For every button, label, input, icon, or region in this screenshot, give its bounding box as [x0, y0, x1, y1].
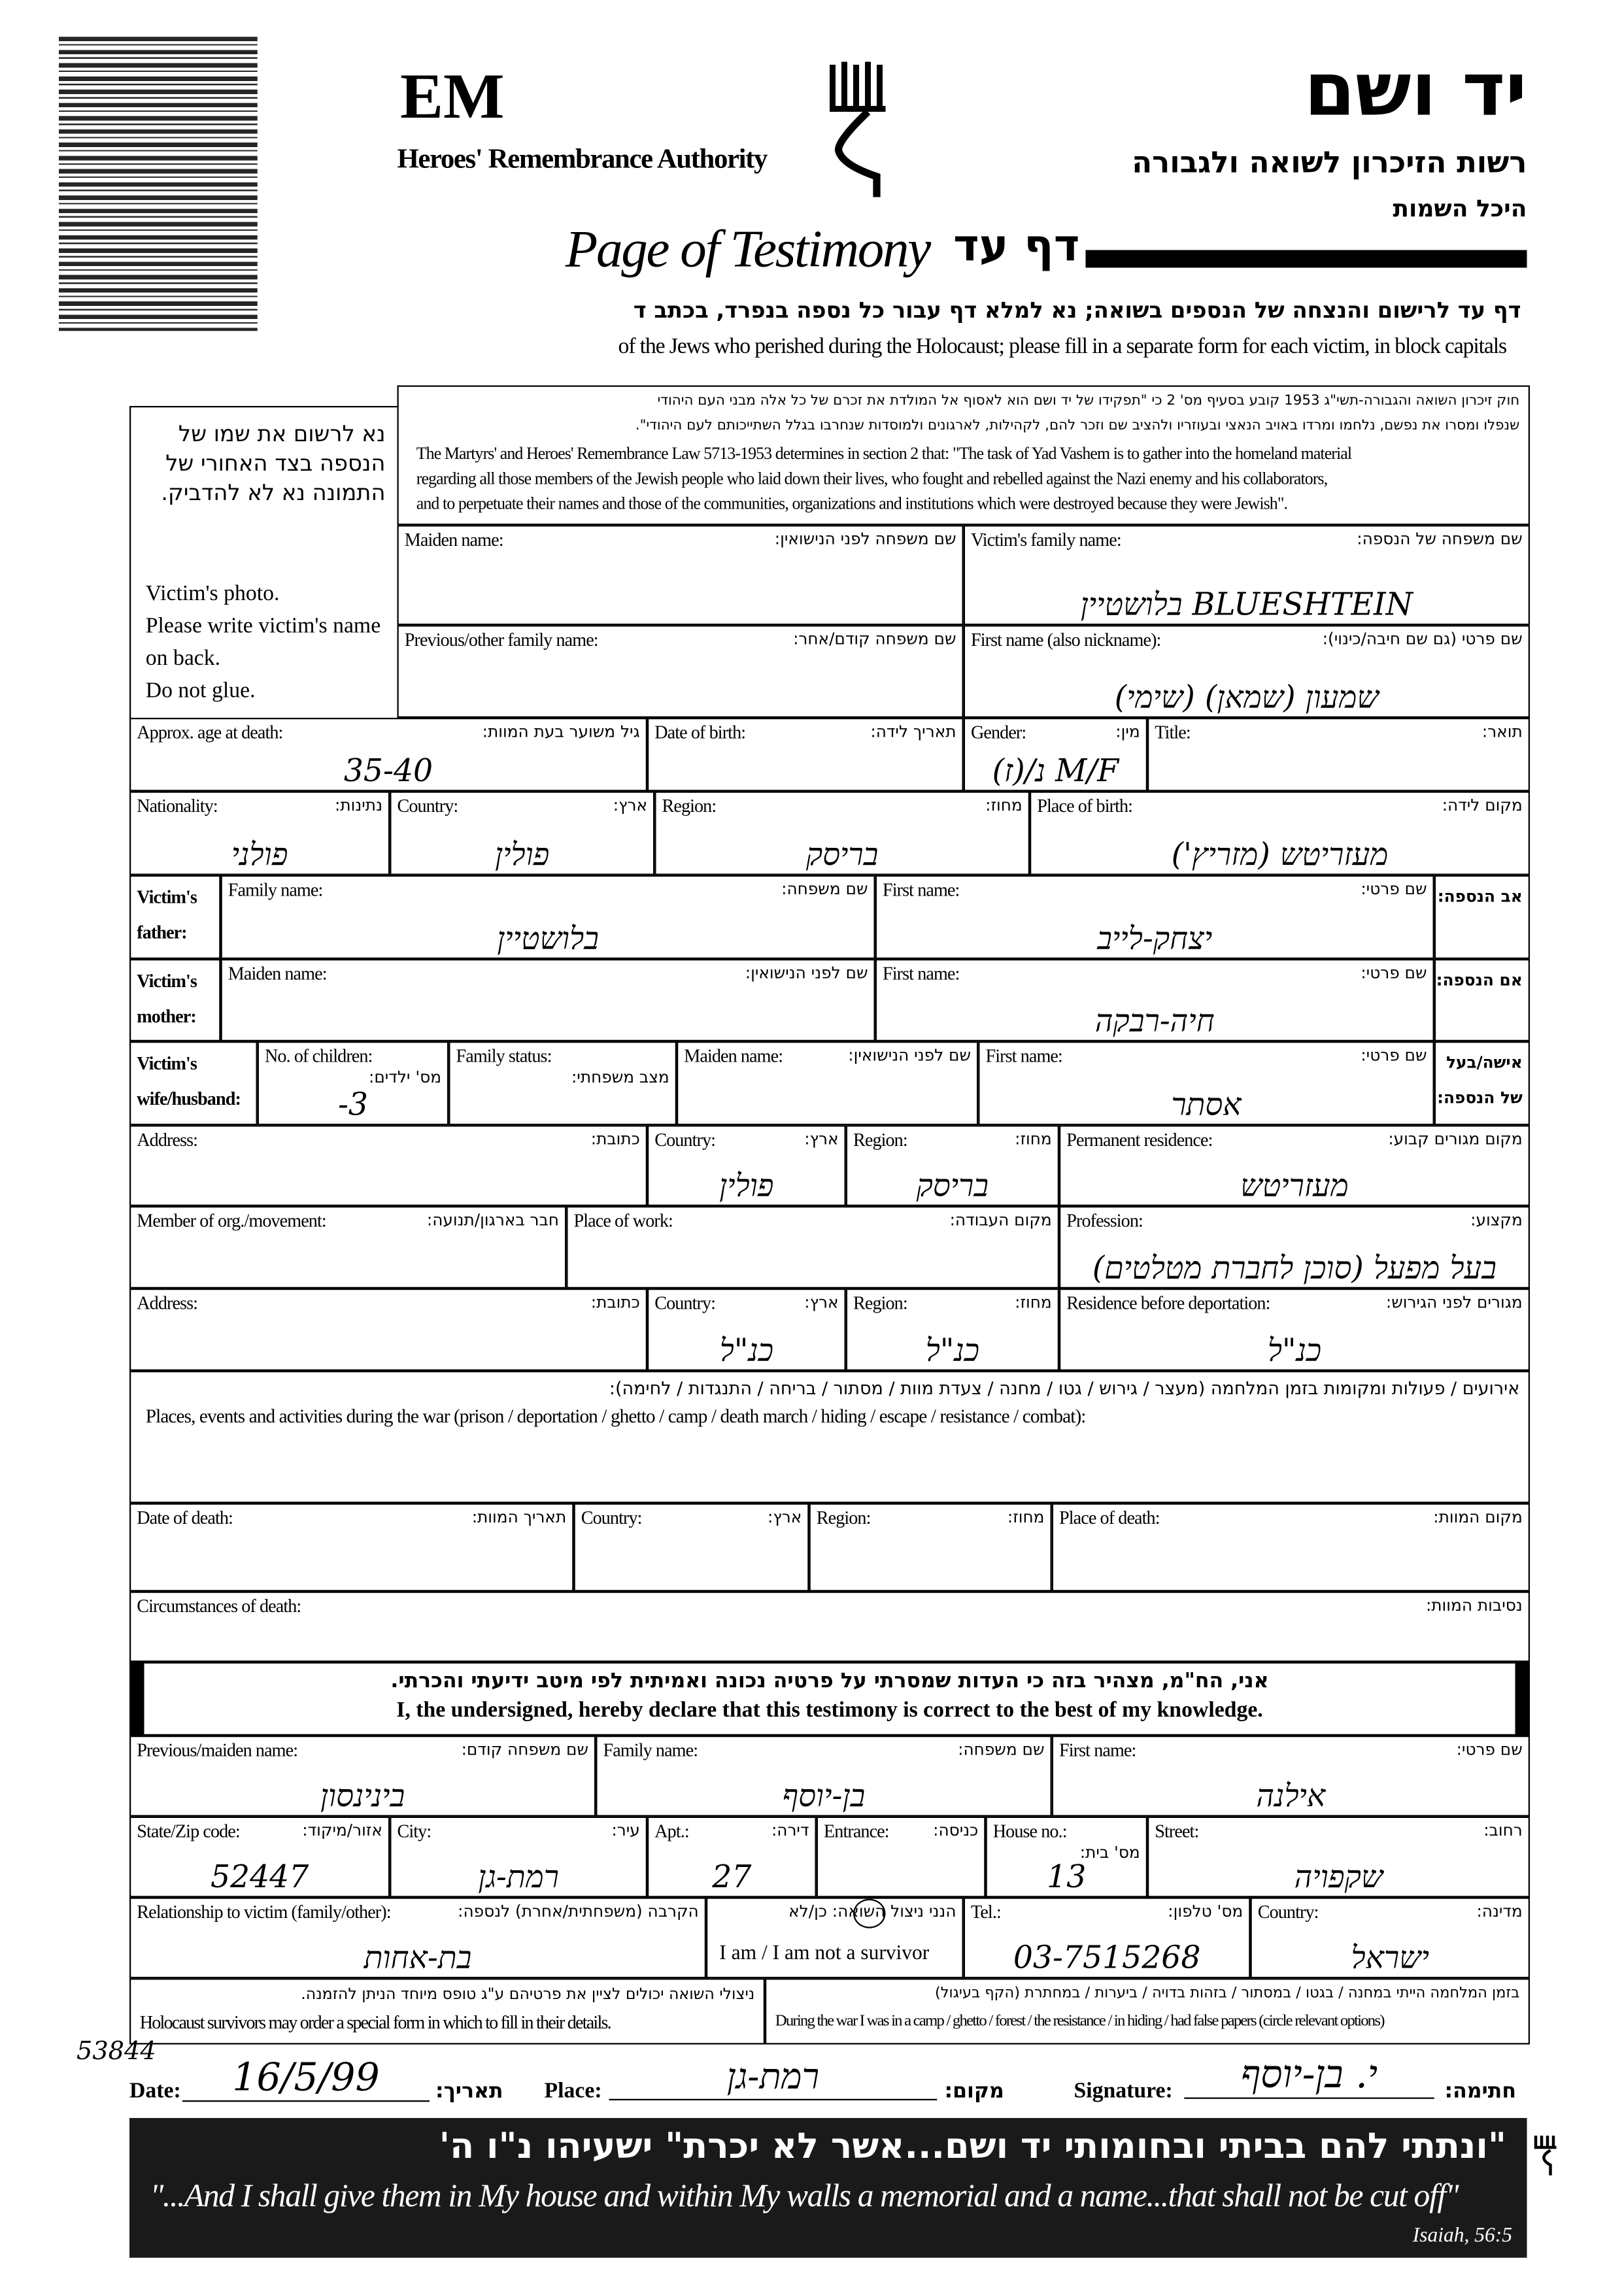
- workplace-label-he: מקום העבודה:: [949, 1210, 1052, 1230]
- nationality-label-en: Nationality:: [137, 796, 218, 816]
- war-events-label-he: אירועים / פעולות ומקומות בזמן המלחמה (מעצר / גירוש / גטו / מחנה / צעדת מוות / מסתור / בריחה / התנגדות / לחימה):: [609, 1378, 1520, 1399]
- birth-region-label-en: Region:: [662, 796, 717, 816]
- declaration-he: אני, הח"מ, מצהיר בזה כי העדות שמסרתי על פרטיה נכונה ואמיתית לפי מיטב ידיעתי והכרתי.: [390, 1669, 1269, 1693]
- death-date-label-he: תאריך המוות:: [471, 1507, 567, 1527]
- note-left-en: Holocaust survivors may order a special form in which to fill in their details.: [139, 2012, 611, 2033]
- sub-country-value: ישראל: [1351, 1940, 1430, 1975]
- declaration: [129, 1662, 1530, 1736]
- sub-family-value: בן-יוסף: [782, 1778, 866, 1814]
- sub-family-label-he: שם משפחה:: [958, 1740, 1045, 1759]
- father-first-field[interactable]: [875, 875, 1434, 959]
- address1-field[interactable]: [129, 1125, 647, 1206]
- father-family-label-he: שם משפחה:: [781, 879, 868, 899]
- sub-street-label-en: Street:: [1155, 1821, 1199, 1841]
- signature-label-en: Signature:: [1074, 2079, 1173, 2104]
- profession-value: בעל מפעל (סוכן לחברת מטלטים): [1092, 1250, 1497, 1286]
- sub-relation-label-en: Relationship to victim (family/other):: [137, 1902, 391, 1923]
- mother-label-label-en: Victim's mother:: [137, 971, 197, 1027]
- mother-first-value: חיה-רבקה: [1094, 1003, 1215, 1039]
- spouse-he-label-he: אישה/בעל של הנספה:: [1437, 1053, 1523, 1108]
- sub-city-field[interactable]: [390, 1817, 647, 1898]
- victim-family-field[interactable]: [964, 525, 1530, 625]
- death-place-field[interactable]: [1052, 1504, 1530, 1592]
- victim-family-label-en: Victim's family name:: [971, 529, 1121, 550]
- photo-en-line-3: Do not glue.: [145, 679, 256, 703]
- mother-first-label-he: שם פרטי:: [1361, 963, 1427, 983]
- survivor-form-note: [129, 1978, 765, 2044]
- circumstances-label-en: Circumstances of death:: [137, 1596, 301, 1617]
- sub-city-value: רמת-גן: [478, 1859, 559, 1894]
- birth-place-field[interactable]: [1030, 792, 1530, 875]
- birth-region-value: בריסק: [805, 837, 879, 873]
- res-region-label-he: מחוז:: [1015, 1130, 1052, 1149]
- logo-en: EM: [400, 60, 505, 133]
- authority-en: Heroes' Remembrance Authority: [397, 144, 768, 175]
- sub-apt-value: 27: [712, 1859, 752, 1894]
- member-label-he: חבר בארגון/תנועה:: [426, 1210, 559, 1230]
- sub-zip-label-en: State/Zip code:: [137, 1821, 240, 1841]
- father-first-label-he: שם פרטי:: [1361, 879, 1427, 899]
- date-field[interactable]: 16/5/99: [182, 2057, 430, 2102]
- photo-en-line-1: Victim's photo.: [145, 582, 280, 606]
- note-right-he: בזמן המלחמה הייתי במחנה / בגטו / במסתור / בזהות בדויה / ביערות / במחתרת (הקף בעיגול): [934, 1985, 1520, 2002]
- sub-tel-value: 03-7515268: [1013, 1940, 1201, 1975]
- sub-house-label-he: מס' בית:: [1079, 1843, 1140, 1862]
- spouse-he-label: [1434, 1041, 1530, 1125]
- age-label-en: Approx. age at death:: [137, 722, 283, 743]
- title-label-en: Title:: [1155, 722, 1191, 743]
- dob-label-he: תאריך לידה:: [870, 722, 956, 741]
- war-events-label-en: Places, events and activities during the war (prison / deportation / ghetto / camp / death march / hiding / escape / resistance / combat):: [145, 1404, 1086, 1427]
- residence-label-en: Permanent residence:: [1066, 1130, 1213, 1151]
- father-label-label: [129, 875, 221, 959]
- title-field[interactable]: [1147, 718, 1530, 792]
- mother-label-label: [129, 959, 221, 1041]
- dob-field[interactable]: [647, 718, 964, 792]
- sub-house-field[interactable]: [986, 1817, 1148, 1898]
- workplace-label-en: Place of work:: [573, 1210, 673, 1232]
- spouse-first-field[interactable]: [978, 1041, 1434, 1125]
- residence-field[interactable]: [1059, 1125, 1530, 1206]
- sub-relation-value: בת-אחות: [364, 1940, 472, 1975]
- first-name-label-he: שם פרטי (גם שם חיבה/כינוי):: [1322, 630, 1523, 649]
- place-label-he: מקום:: [944, 2079, 1004, 2104]
- banner-ref: Isaiah, 56:5: [1412, 2225, 1512, 2247]
- dep-residence-label-en: Residence before deportation:: [1066, 1292, 1270, 1314]
- birth-country-value: פולין: [495, 837, 550, 873]
- sub-street-label-he: רחוב:: [1483, 1821, 1523, 1840]
- res-region-value: בריסק: [916, 1168, 989, 1203]
- maiden-label-en: Maiden name:: [404, 529, 503, 550]
- sub-first-value: אילנה: [1256, 1778, 1326, 1814]
- member-label-en: Member of org./movement:: [137, 1210, 326, 1232]
- sub-first-field[interactable]: [1052, 1736, 1530, 1817]
- scan-artifact: [59, 37, 258, 331]
- children-label-he: מס' ילדים:: [369, 1067, 441, 1087]
- prev-family-field[interactable]: [398, 625, 964, 718]
- mother-maiden-field[interactable]: [221, 959, 875, 1041]
- sub-apt-label-en: Apt.:: [654, 1821, 689, 1841]
- photo-en-line-2: Please write victim's name on back.: [145, 614, 381, 671]
- victim-family-label-he: שם משפחה של הנספה:: [1357, 529, 1523, 549]
- nationality-value: פולני: [231, 837, 288, 873]
- res-country-value: פולין: [719, 1168, 774, 1203]
- sub-entrance-field[interactable]: [817, 1817, 986, 1898]
- spouse-first-value: אסתר: [1171, 1086, 1242, 1122]
- sub-prev-field[interactable]: [129, 1736, 596, 1817]
- gender-value: M/F נ/(ז): [992, 753, 1119, 788]
- spouse-first-label-en: First name:: [985, 1045, 1062, 1067]
- death-country-label-he: ארץ:: [768, 1507, 802, 1527]
- death-country-label-en: Country:: [581, 1507, 642, 1528]
- death-country-field[interactable]: [574, 1504, 809, 1592]
- profession-label-en: Profession:: [1066, 1210, 1143, 1232]
- first-name-value: שמעון (שמאן) (שימי): [1114, 679, 1379, 715]
- death-region-label-he: מחוז:: [1007, 1507, 1045, 1527]
- family-status-field[interactable]: [448, 1041, 677, 1125]
- dep-region-label-he: מחוז:: [1015, 1292, 1052, 1312]
- sub-street-value: שקפויה: [1294, 1859, 1383, 1894]
- authority-he: רשות הזיכרון לשואה ולגבורה: [1132, 144, 1527, 180]
- res-region-field[interactable]: [846, 1125, 1059, 1206]
- prev-family-label-he: שם משפחה קודם/אחר:: [793, 630, 956, 649]
- declaration-en: I, the undersigned, hereby declare that this testimony is correct to the best of my knowledge.: [396, 1698, 1263, 1723]
- res-country-label-en: Country:: [654, 1130, 716, 1151]
- address2-label-he: כתובת:: [590, 1292, 640, 1312]
- res-country-label-he: ארץ:: [804, 1130, 839, 1149]
- father-family-value: בלושטיין: [497, 920, 599, 956]
- file-number: 53844: [76, 2037, 156, 2067]
- dep-region-label-en: Region:: [853, 1292, 907, 1314]
- survivor-circled-option: [853, 1899, 886, 1928]
- sub-zip-field[interactable]: [129, 1817, 390, 1898]
- age-value: 35-40: [343, 753, 433, 788]
- res-country-field[interactable]: [647, 1125, 846, 1206]
- dep-residence-field[interactable]: [1059, 1288, 1530, 1371]
- age-label-he: גיל משוער בעת המוות:: [482, 722, 640, 741]
- death-region-field[interactable]: [809, 1504, 1052, 1592]
- hall-of-names-he: היכל השמות: [1393, 194, 1527, 222]
- sub-zip-label-he: אזור/מיקוד:: [302, 1821, 382, 1840]
- place-field[interactable]: רמת-גן: [609, 2057, 938, 2101]
- nationality-label-he: נתינות:: [335, 796, 382, 815]
- sub-relation-field[interactable]: [129, 1898, 706, 1979]
- law-box: [398, 386, 1531, 526]
- sub-entrance-label-en: Entrance:: [824, 1821, 889, 1841]
- birth-country-label-he: ארץ:: [613, 796, 647, 815]
- law-en-line-1: The Martyrs' and Heroes' Remembrance Law 5713-1953 determines in section 2 that: "The task of Yad Vashem is to gather into the homeland material: [416, 445, 1352, 463]
- maiden-field[interactable]: [398, 525, 964, 625]
- instruction-en: of the Jews who perished during the Holocaust; please fill in a separate form for each victim, in block capitals: [618, 335, 1506, 359]
- war-events-field[interactable]: [129, 1371, 1530, 1504]
- first-name-label-en: First name (also nickname):: [971, 630, 1161, 650]
- dep-residence-label-he: מגורים לפני הגירוש:: [1385, 1292, 1523, 1312]
- sub-prev-label-he: שם משפחה קודם:: [461, 1740, 588, 1759]
- sub-street-field[interactable]: [1147, 1817, 1530, 1898]
- gender-field[interactable]: [964, 718, 1147, 792]
- sub-city-label-en: City:: [397, 1821, 431, 1841]
- birth-place-label-en: Place of birth:: [1037, 796, 1133, 816]
- spouse-label-label: [129, 1041, 258, 1125]
- sub-relation-label-he: הקרבה (משפחתית/אחרת) לנספה:: [458, 1902, 699, 1921]
- sub-house-label-en: House no.:: [992, 1821, 1067, 1841]
- sub-tel-field[interactable]: [964, 1898, 1251, 1979]
- title-bar: [1086, 250, 1527, 268]
- mother-maiden-label-he: שם לפני הנישואין:: [745, 963, 868, 983]
- mother-he-label: [1434, 959, 1530, 1041]
- father-first-value: יצחק-לייב: [1097, 920, 1213, 956]
- address1-label-he: כתובת:: [590, 1130, 640, 1149]
- birth-region-field[interactable]: [654, 792, 1030, 875]
- father-he-label: [1434, 875, 1530, 959]
- date-label-en: Date:: [129, 2079, 181, 2104]
- birth-place-value: מעזריטש (מזריץ'): [1171, 837, 1389, 873]
- dep-country-field[interactable]: [647, 1288, 846, 1371]
- title-he: דף עד: [953, 220, 1080, 273]
- father-family-field[interactable]: [221, 875, 875, 959]
- death-place-label-en: Place of death:: [1059, 1507, 1160, 1528]
- children-value: 3-: [337, 1086, 369, 1122]
- address2-label-en: Address:: [137, 1292, 198, 1314]
- dep-country-label-en: Country:: [654, 1292, 716, 1314]
- circumstances-label-he: נסיבות המוות:: [1425, 1596, 1523, 1615]
- title-label-he: תואר:: [1481, 722, 1523, 741]
- birth-country-field[interactable]: [390, 792, 654, 875]
- sub-entrance-label-he: כניסה:: [933, 1821, 979, 1840]
- spouse-label-label-en: Victim's wife/husband:: [137, 1053, 241, 1109]
- signature-field[interactable]: י. בן-יוסף: [1184, 2053, 1434, 2099]
- dep-residence-value: כנ"ל: [1267, 1332, 1322, 1368]
- sub-first-label-he: שם פרטי:: [1456, 1740, 1523, 1759]
- gender-label-he: מין:: [1115, 722, 1140, 741]
- maiden-label-he: שם משפחה לפני הנישואין:: [774, 529, 956, 549]
- sub-tel-label-en: Tel.:: [971, 1902, 1001, 1923]
- children-label-en: No. of children:: [265, 1045, 373, 1067]
- spouse-maiden-label-en: Maiden name:: [684, 1045, 783, 1067]
- dep-region-value: כנ"ל: [925, 1332, 980, 1368]
- prev-family-label-en: Previous/other family name:: [404, 630, 598, 650]
- banner-he: "ונתתי להם בביתי ובחומותי יד ושם...אשר לא יכרת" ישעיהו נ"ו ה': [439, 2125, 1506, 2167]
- father-first-label-en: First name:: [883, 879, 960, 900]
- law-he-line-1: חוק זיכרון השואה והגבורה-תשי"ג 1953 קובע בסעיף מס' 2 כי "תפקידו של יד ושם הוא לאסוף אל המולדת את זכרם של כל אלה מבני העם היהודי: [657, 392, 1520, 409]
- spouse-maiden-label-he: שם לפני הנישואין:: [848, 1045, 971, 1065]
- sub-tel-label-he: מס' טלפון:: [1168, 1902, 1243, 1921]
- residence-value: מעזריטש: [1240, 1168, 1349, 1203]
- logo-he: יד ושם: [1304, 47, 1527, 133]
- note-right-en: During the war I was in a camp / ghetto / forest / the resistance / in hiding / had false papers (circle relevant options): [775, 2012, 1384, 2030]
- member-field[interactable]: [129, 1206, 566, 1288]
- first-name-field[interactable]: [964, 625, 1530, 718]
- sub-apt-label-he: דירה:: [771, 1821, 809, 1840]
- sub-prev-label-en: Previous/maiden name:: [137, 1740, 298, 1761]
- address2-field[interactable]: [129, 1288, 647, 1371]
- mother-first-label-en: First name:: [883, 963, 960, 984]
- photo-instructions-he: נא לרשום את שמו של הנספה בצד האחורי של התמונה נא לא להדביק.: [161, 420, 386, 506]
- victim-photo-box[interactable]: [129, 406, 398, 718]
- sub-country-field[interactable]: [1251, 1898, 1531, 1979]
- father-label-label-en: Victim's father:: [137, 886, 197, 943]
- age-field[interactable]: [129, 718, 647, 792]
- sub-family-field[interactable]: [596, 1736, 1052, 1817]
- law-en-line-2: regarding all those members of the Jewish people who laid down their lives, who fought and rebelled against the Nazi enemy and his collaborators,: [416, 471, 1328, 488]
- sub-first-label-en: First name:: [1059, 1740, 1136, 1761]
- small-emblem-icon: [1533, 2133, 1560, 2177]
- death-date-label-en: Date of death:: [137, 1507, 233, 1528]
- law-en-line-3: and to perpetuate their names and those of the communities, organizations and institutions which were destroyed because they were Jewish".: [416, 496, 1288, 514]
- note-left-he: ניצולי השואה יכולים לציין את פרטיהם ע"ג טופס מיוחד הניתן להזמנה.: [301, 1985, 755, 2004]
- gender-label-en: Gender:: [971, 722, 1026, 743]
- mother-maiden-label-en: Maiden name:: [228, 963, 327, 984]
- survivor-status-field[interactable]: [706, 1898, 964, 1979]
- instruction-he: דף עד לרישום והנצחה של הנספים בשואה; נא למלא דף עבור כל נספה בנפרד, בכתב ד: [633, 297, 1521, 324]
- nationality-field[interactable]: [129, 792, 390, 875]
- residence-label-he: מקום מגורים קבוע:: [1388, 1130, 1523, 1149]
- death-date-field[interactable]: [129, 1504, 574, 1592]
- sub-country-label-he: מדינה:: [1476, 1902, 1523, 1921]
- address1-label-en: Address:: [137, 1130, 198, 1151]
- father-family-label-en: Family name:: [228, 879, 323, 900]
- dep-country-label-he: ארץ:: [804, 1292, 839, 1312]
- mother-first-field[interactable]: [875, 959, 1434, 1041]
- survivor-label-en: I am / I am not a survivor: [719, 1943, 930, 1965]
- sub-family-label-en: Family name:: [603, 1740, 698, 1761]
- title-en: Page of Testimony: [565, 219, 930, 278]
- workplace-field[interactable]: [566, 1206, 1059, 1288]
- dep-region-field[interactable]: [846, 1288, 1059, 1371]
- family-status-label-he: מצב משפחתי:: [571, 1067, 669, 1087]
- mother-he-label-he: אם הנספה:: [1436, 971, 1523, 990]
- death-region-label-en: Region:: [816, 1507, 871, 1528]
- victim-family-value: BLUESHTEIN בלושטיין: [1080, 586, 1413, 622]
- birth-country-label-en: Country:: [397, 796, 458, 816]
- sub-zip-value: 52447: [210, 1859, 309, 1894]
- profession-field[interactable]: [1059, 1206, 1530, 1288]
- father-he-label-he: אב הנספה:: [1437, 886, 1523, 906]
- profession-label-he: מקצוע:: [1470, 1210, 1523, 1230]
- survivor-label-he: הנני ניצול השואה: כן/לא: [788, 1902, 956, 1921]
- sub-apt-field[interactable]: [647, 1817, 817, 1898]
- law-he-line-2: שנפלו ומסרו את נפשם, נלחמו ומרדו באויב הנאצי ובעוזריו ולהציב שם וזכר להם, לקהילות, לארגונים ולמוסדות שנחרבו בגלל השתייכותם לעם היהודי".: [635, 418, 1520, 434]
- banner-en: "...And I shall give them in My house and within My walls a memorial and a name...that shall not be cut off": [150, 2177, 1459, 2214]
- war-location-note[interactable]: [765, 1978, 1530, 2044]
- photo-instructions-en: [146, 578, 398, 707]
- children-field[interactable]: [258, 1041, 449, 1125]
- family-status-label-en: Family status:: [456, 1045, 552, 1067]
- res-region-label-en: Region:: [853, 1130, 907, 1151]
- sub-country-label-en: Country:: [1257, 1902, 1319, 1923]
- spouse-first-label-he: שם פרטי:: [1361, 1045, 1427, 1065]
- sub-city-label-he: עיר:: [611, 1821, 640, 1840]
- place-label-en: Place:: [544, 2079, 602, 2104]
- death-place-label-he: מקום המוות:: [1433, 1507, 1523, 1527]
- spouse-maiden-field[interactable]: [677, 1041, 978, 1125]
- sub-house-value: 13: [1047, 1859, 1087, 1894]
- dep-country-value: כנ"ל: [719, 1332, 774, 1368]
- birth-region-label-he: מחוז:: [985, 796, 1023, 815]
- birth-place-label-he: מקום לידה:: [1442, 796, 1523, 815]
- date-label-he: תאריך:: [435, 2079, 503, 2104]
- signature-label-he: חתימה:: [1444, 2079, 1516, 2104]
- dob-label-en: Date of birth:: [654, 722, 746, 743]
- isaiah-banner: [129, 2118, 1527, 2258]
- yad-vashem-emblem-icon: [824, 59, 898, 199]
- sub-prev-value: בינינסון: [320, 1778, 405, 1814]
- circumstances-field[interactable]: [129, 1592, 1530, 1662]
